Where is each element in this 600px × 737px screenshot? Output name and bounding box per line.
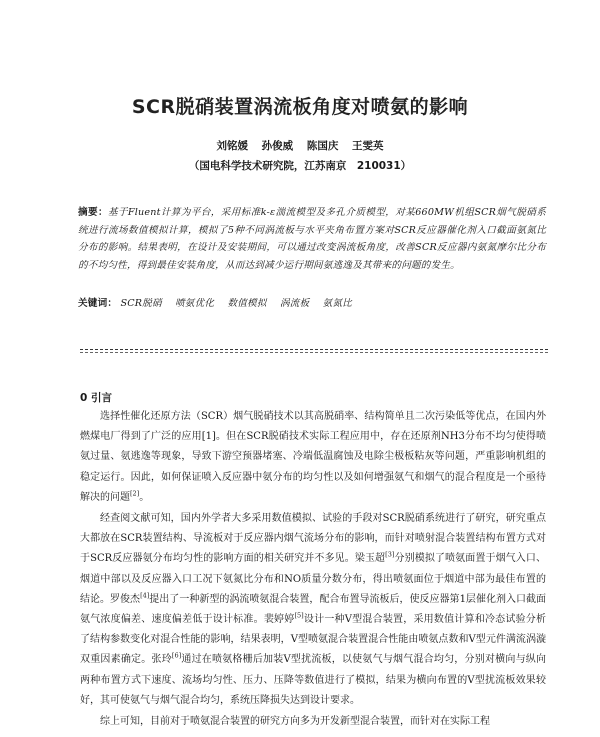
abstract — [78, 204, 546, 274]
author-list — [0, 138, 600, 153]
citation: [2] — [130, 489, 140, 498]
paragraph-text: 选择性催化还原方法（SCR）烟气脱硝技术以其高脱硝率、结构简单且二次污染低等优点，在国内外燃煤电厂得到了广泛的应用[1]。但在SCR脱硝技术实际工程应用中，存在还原剂NH3分布不均匀使得喷氨过量、氨逃逸等现象，导致下游空预器堵塞、冷端低温腐蚀及电除尘极板粘灰等问题，严重影响机组的稳定运行。因此，如何保证喷入反应器中氨分布的均匀性以及如何增强氨气和烟气的混合程度是一个亟待解决的问题 — [80, 411, 546, 503]
paragraph-text: 分别模拟了喷氨面置于烟气入口、烟道中部以及反应器入口工况下氨氮比分布和NO质量分数分布，得出喷氨面位于烟道中部为最佳布置的结论。罗俊杰 — [80, 553, 547, 605]
author-name: 王雯英 — [351, 140, 384, 152]
section-heading: 0 引言 — [80, 392, 112, 404]
keyword: 氨氮比 — [322, 298, 352, 309]
body-text — [80, 407, 546, 732]
paragraph-text: 通过在喷氨格栅后加装V型扰流板，以使氨气与烟气混合均匀，分别对横向与纵向两种布置方式下速度、流场均匀性、压力、压降等数值进行了模拟，结果为横向布置的V型扰流板效果较好，其可使氨气与烟气混合均匀，系统压降损失达到设计要求。 — [80, 654, 546, 706]
paragraph — [80, 407, 546, 508]
keywords-label: 关键词： — [78, 298, 118, 309]
citation: [3] — [385, 551, 395, 560]
author-name: 孙俊威 — [261, 140, 294, 152]
keyword: 数值模拟 — [227, 298, 267, 309]
paragraph: 综上可知，目前对于喷氨混合装置的研究方向多为开发新型混合装置，而针对在实际工程 — [100, 716, 490, 728]
citation: [4] — [140, 591, 150, 600]
citation: [6] — [171, 652, 182, 661]
paragraph-text: 设计一种V型混合装置，采用数值计算和冷态试验分析了结构参数变化对混合性能的影响，结果表明，V型喷氨混合装置混合性能由喷氨点数和V型元件满流涡漩双重因素确定。张玲 — [80, 614, 547, 666]
author-name: 刘铭媛 — [216, 140, 249, 152]
section-divider — [80, 352, 548, 353]
abstract-text: 基于Fluent计算为平台，采用标准k-ε湍流模型及多孔介质模型，对某660MW机组SCR烟气脱硝系统进行流场数值模拟计算，模拟了5种不同涡流板与水平夹角布置方案对SCR反应器催化剂入口截面氨氮比分布的影响。结果表明，在设计及安装期间，可以通过改变涡流板角度，改善SCR反应器内氨氮摩尔比分布的不均匀性，得到最佳安装角度，从而达到减少运行期间氨逃逸及其带来的问题的发生。 — [78, 207, 547, 271]
author-name: 陈国庆 — [306, 140, 339, 152]
keywords — [78, 295, 546, 312]
abstract-label: 摘要： — [78, 207, 108, 218]
paragraph-text: 提出了一种新型的涡流喷氨混合装置，配合布置导流板后，使反应器第1层催化剂入口截面氨气浓度偏差、速度偏差低于设计标准。裴婷婷 — [80, 593, 546, 626]
paragraph-text: 。 — [139, 491, 150, 503]
paragraph-text: 经查阅文献可知，国内外学者大多采用数值模拟、试验的手段对SCR脱硝系统进行了研究，研究重点大都放在SCR装置结构、导流板对于反应器内烟气流场分布的影响，而针对喷射混合装置结构布置方式对于SCR反应器氨分布均匀性的影响方面的相关研究并不多见。梁玉超 — [80, 513, 546, 565]
paper-title: SCR脱硝装置涡流板角度对喷氨的影响 — [131, 96, 469, 118]
paragraph — [80, 509, 546, 711]
keyword: 喷氨优化 — [175, 298, 215, 309]
citation: [5] — [294, 611, 304, 620]
author-affiliation: （国电科学技术研究院，江苏南京 210031） — [188, 160, 412, 172]
keyword: SCR脱硝 — [120, 298, 162, 309]
section-divider — [80, 349, 548, 350]
keyword: 涡流板 — [279, 298, 310, 309]
